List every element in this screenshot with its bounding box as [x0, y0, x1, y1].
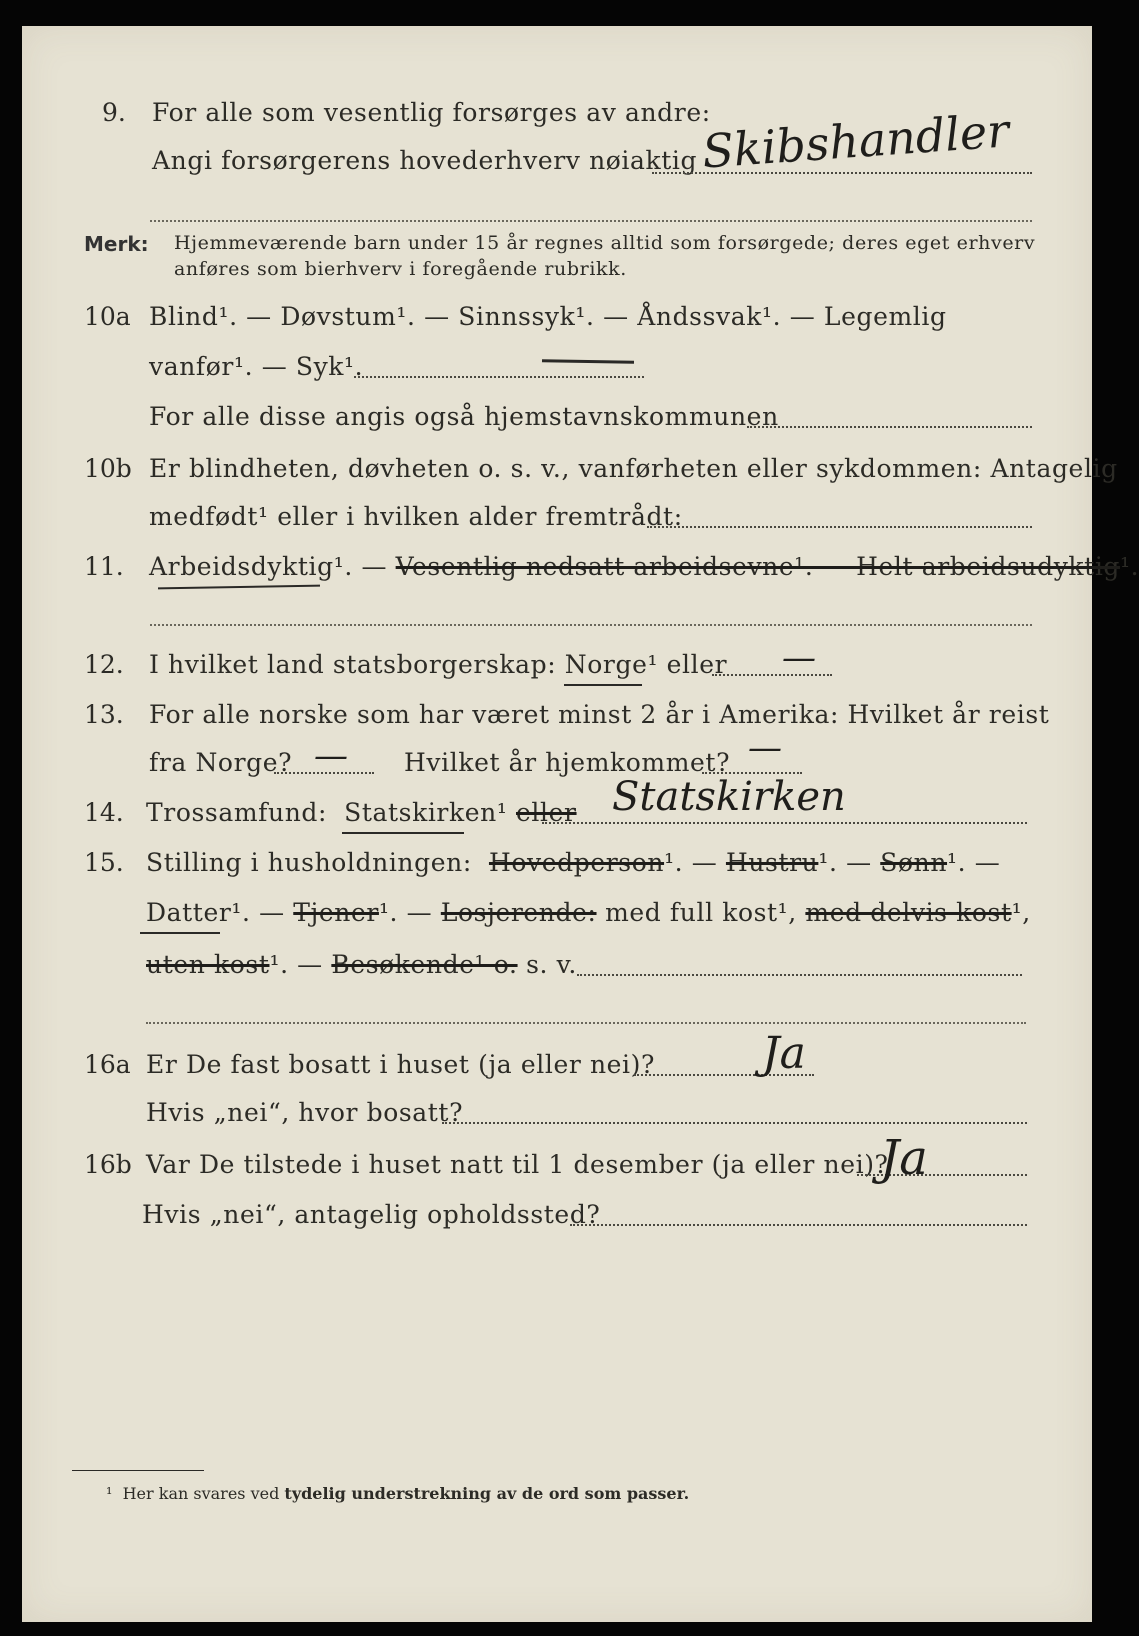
q14-struck-eller: eller	[516, 798, 577, 827]
q12-text: I hvilket land statsborgerskap:	[149, 650, 557, 679]
q16b-line2: Hvis „nei“, antagelig opholdssted?	[142, 1200, 601, 1229]
q14-answer-line	[542, 822, 1027, 824]
merk-line2: anføres som bierhverv i foregående rubrikk.	[174, 258, 627, 280]
q15-label: Stilling i husholdningen:	[146, 848, 472, 877]
item-number-16a: 16a	[84, 1050, 131, 1079]
item-number-13: 13.	[84, 700, 124, 729]
q13-line2a: fra Norge?	[149, 748, 293, 777]
form-page	[22, 26, 1139, 1622]
q10a-line2: vanfør¹. — Syk¹.	[149, 352, 364, 381]
footnote-mark: ¹	[106, 1484, 113, 1503]
q12-underline	[564, 684, 642, 686]
q13-handwritten-answer2: —	[748, 728, 782, 768]
item-number-10b: 10b	[84, 454, 132, 483]
q16b-handwritten-answer: Ja	[880, 1130, 928, 1186]
q15-struck-hustru: Hustru	[725, 848, 819, 877]
q15-sep5: ¹. —	[378, 898, 433, 927]
q11-end: ¹.	[1120, 552, 1139, 581]
q13-line2b: Hvilket år hjemkommet?	[404, 748, 731, 777]
item-number-11: 11.	[84, 552, 124, 581]
q11-underline	[158, 585, 320, 590]
footnote-rule	[72, 1470, 204, 1471]
footnote-text2: tydelig understrekning av de ord som passer.	[284, 1484, 690, 1503]
q15-osv: s. v.	[526, 950, 577, 979]
footnote	[106, 1484, 689, 1503]
q15-struck-tjener: Tjener	[293, 898, 379, 927]
q15-answer-line	[577, 974, 1022, 976]
item-number-16b: 16b	[84, 1150, 132, 1179]
q9-handwritten-answer: Skibshandler	[700, 103, 1011, 179]
q15-sep4: ¹. —	[231, 898, 285, 927]
q12-line	[149, 650, 727, 679]
q14-underline	[342, 832, 464, 834]
q9-line1: For alle som vesentlig forsørges av andre:	[152, 98, 711, 127]
q15-struck-delvis-kost: med delvis kost	[805, 898, 1012, 927]
q15-line2	[146, 898, 1031, 927]
q15-struck-besokende: Besøkende¹ o.	[331, 950, 518, 979]
q10a-kommune-line	[747, 426, 1032, 428]
q15-sep3: ¹. —	[947, 848, 1001, 877]
q16a-line1: Er De fast bosatt i huset (ja eller nei)?	[146, 1050, 655, 1079]
q14-sup: ¹	[496, 798, 508, 827]
q13-handwritten-answer1: —	[314, 736, 348, 776]
q14-text: Trossamfund:	[146, 798, 328, 827]
q11-line	[149, 552, 1139, 581]
q14-opt-statskirken: Statskirken	[344, 798, 497, 827]
q15-sep1: ¹. —	[664, 848, 718, 877]
merk-label: Merk:	[84, 232, 149, 256]
merk-line1: Hjemmeværende barn under 15 år regnes alltid som forsørgede; deres eget erhverv	[174, 232, 1036, 254]
q15-struck-uten-kost: uten kost	[146, 950, 270, 979]
q10b-line1: Er blindheten, døvheten o. s. v., vanførheten eller sykdommen: Antagelig	[149, 454, 1118, 483]
q13-line1: For alle norske som har været minst 2 år i Amerika: Hvilket år reist	[149, 700, 1050, 729]
item-number-9: 9.	[102, 98, 126, 127]
q15-extra-line	[146, 1022, 1026, 1024]
q15-struck-sonn: Sønn	[880, 848, 948, 877]
q10a-line3: For alle disse angis også hjemstavnskommunen	[149, 402, 779, 431]
q15-full-kost: med full kost¹,	[605, 898, 797, 927]
q10a-answer-line	[354, 376, 644, 378]
q15-opt-datter: Datter	[146, 898, 232, 927]
q10a-dash-mark	[542, 359, 634, 364]
q15-underline-datter	[140, 932, 220, 934]
q16a-line2: Hvis „nei“, hvor bosatt?	[146, 1098, 464, 1127]
item-number-14: 14.	[84, 798, 124, 827]
q9-extra-line	[150, 220, 1032, 222]
q10b-line2: medfødt¹ eller i hvilken alder fremtrådt:	[149, 502, 683, 531]
q15-line3	[146, 950, 577, 979]
q11-extra-line	[150, 624, 1032, 626]
footnote-text1: Her kan svares ved	[122, 1484, 280, 1503]
q15-line1	[146, 848, 1000, 877]
q16a-handwritten-answer: Ja	[762, 1028, 806, 1079]
q11-sep: ¹. —	[333, 552, 388, 581]
item-number-15: 15.	[84, 848, 124, 877]
q9-line2: Angi forsørgerens hovederhverv nøiaktig	[152, 146, 698, 175]
q11-opt-arbeidsdyktig: Arbeidsdyktig	[149, 552, 334, 581]
q12-after: ¹ eller	[647, 650, 728, 679]
q16b-line1: Var De tilstede i huset natt til 1 desember (ja eller nei)?	[146, 1150, 889, 1179]
q15-struck-hovedperson: Hovedperson	[488, 848, 665, 877]
item-number-12: 12.	[84, 650, 124, 679]
q16a-bosatt-line	[442, 1122, 1027, 1124]
item-number-10a: 10a	[84, 302, 131, 331]
q14-handwritten-answer: Statskirken	[612, 774, 846, 820]
q11-struck-options: Vesentlig nedsatt arbeidsevne¹. — Helt arbeidsudyktig	[395, 552, 1121, 581]
q15-struck-losjerende: Losjerende:	[440, 898, 597, 927]
q14-line	[146, 798, 577, 827]
q12-handwritten-answer: —	[782, 638, 816, 678]
q15-sep7: ¹,	[1011, 898, 1031, 927]
q10b-answer-line	[647, 526, 1032, 528]
q12-opt-norge: Norge	[564, 650, 648, 679]
q10a-line1: Blind¹. — Døvstum¹. — Sinnssyk¹. — Åndssvak¹. — Legemlig	[149, 302, 947, 331]
q15-sep2: ¹. —	[818, 848, 872, 877]
q15-sep8: ¹. —	[269, 950, 323, 979]
q16b-opholdssted-line	[570, 1224, 1027, 1226]
